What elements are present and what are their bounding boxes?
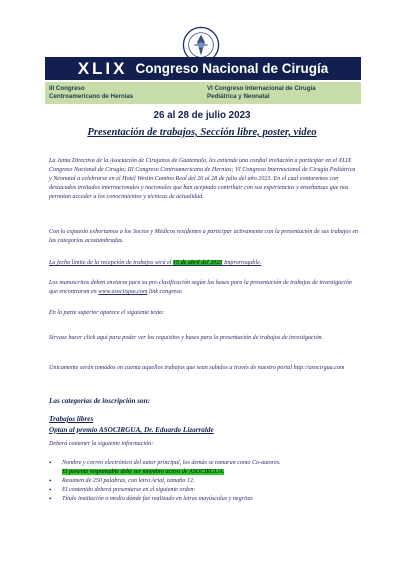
list-item: • Título institución o medio dónde fue realizado en letras mayúsculas y negritas [49, 494, 253, 503]
list-item: • El contenido deberá presentarse en el siguiente orden: [49, 485, 196, 494]
sub-congress-banner [45, 82, 361, 104]
list-item: • Resumen de 250 palabras, con letra Arial, tamaño 12. [49, 476, 195, 485]
requirements-list [49, 459, 369, 504]
pediatric-congress-label: VI Congreso Internacional de Cirugía Pediátrica y Neonatal [207, 85, 316, 100]
bullet-icon: • [49, 476, 52, 485]
manuscripts-paragraph: Los manuscritos deben enviarse para su pre-clasificación según las bases para la presentación de trabajos de investigación que encontraran en www.asocirgua.com link congreso [49, 280, 352, 296]
bullet-icon: • [49, 485, 52, 494]
category-prize: Optan al premio ASOCIRGUA, Dr. Eduardo Lizarralde [49, 426, 214, 434]
list-item: • Nombre y correo electrónico del autor principal, los demás se tomaran como Co-autores. El ponente responsable debe ser miembro activo de ASOCIRGUA. [49, 459, 281, 475]
responsible-member-highlight: El ponente responsable debe ser miembro activo de ASOCIRGUA. [62, 468, 225, 475]
congress-title: Congreso Nacional de Cirugía [135, 61, 329, 76]
deadline-paragraph: La fecha límite de la recepción de trabajos será el 15 de abril del 2023 Improrrogable. [49, 260, 262, 266]
portal-note: Únicamente serán tomados en cuenta aquellos trabajos que sean subidos a través de nuestro portal http://asocirgua.com [49, 365, 345, 371]
congress-banner [45, 57, 361, 80]
congress-number: XLIX [77, 58, 128, 78]
page-heading: Presentación de trabajos, Sección libre, poster, video [87, 127, 317, 138]
deadline-date-highlight: 15 de abril del 2023 [173, 260, 223, 266]
upper-text-note: En la parte superior aparece el siguiente texto: [49, 310, 165, 316]
exhortation-paragraph: Con lo expuesto exhortamos a los Socios y Médicos residentes a participar activamente con la presentación de sus trabajos en las categorías acostumbradas. [49, 229, 359, 245]
website-link[interactable]: www.asocirgua.com [98, 289, 148, 296]
bullet-icon: • [49, 494, 52, 503]
invitation-paragraph: La Junta Directiva de la Asociación de Cirujanos de Guatemala, les extiende una cordial invitación a participar en el XLIX Congreso Nacional de Cirugía; III Congreso Centroamericano de Hernias; VI Congreso Internacional de Cirugía Pediátrica y Neonatal a celebrarse en el Hotel Westin Camino Real del 26 al 28 de julio del año 2023. En el cual contaremos con destacados invitados internacionales y nacionales que han aceptado contribuir con sus experiencias y enseñanzas que nos permitan acceder a los conocimientos y técnicas de actualidad. [49, 158, 356, 201]
bullet-icon: • [49, 459, 52, 467]
category-name: Trabajos libres [49, 415, 94, 423]
categories-title: Las categorías de inscripción son: [49, 397, 151, 405]
event-date: 26 al 28 de julio 2023 [153, 110, 251, 121]
click-instructions: Sírvase hacer click aquí para poder ver los requisitos y bases para la presentación de trabajos de investigación. [49, 335, 324, 341]
category-intro: Deberá contener la siguiente información: [49, 441, 154, 447]
hernias-congress-label: III Congreso Centroamericano de Hernias [49, 85, 134, 100]
